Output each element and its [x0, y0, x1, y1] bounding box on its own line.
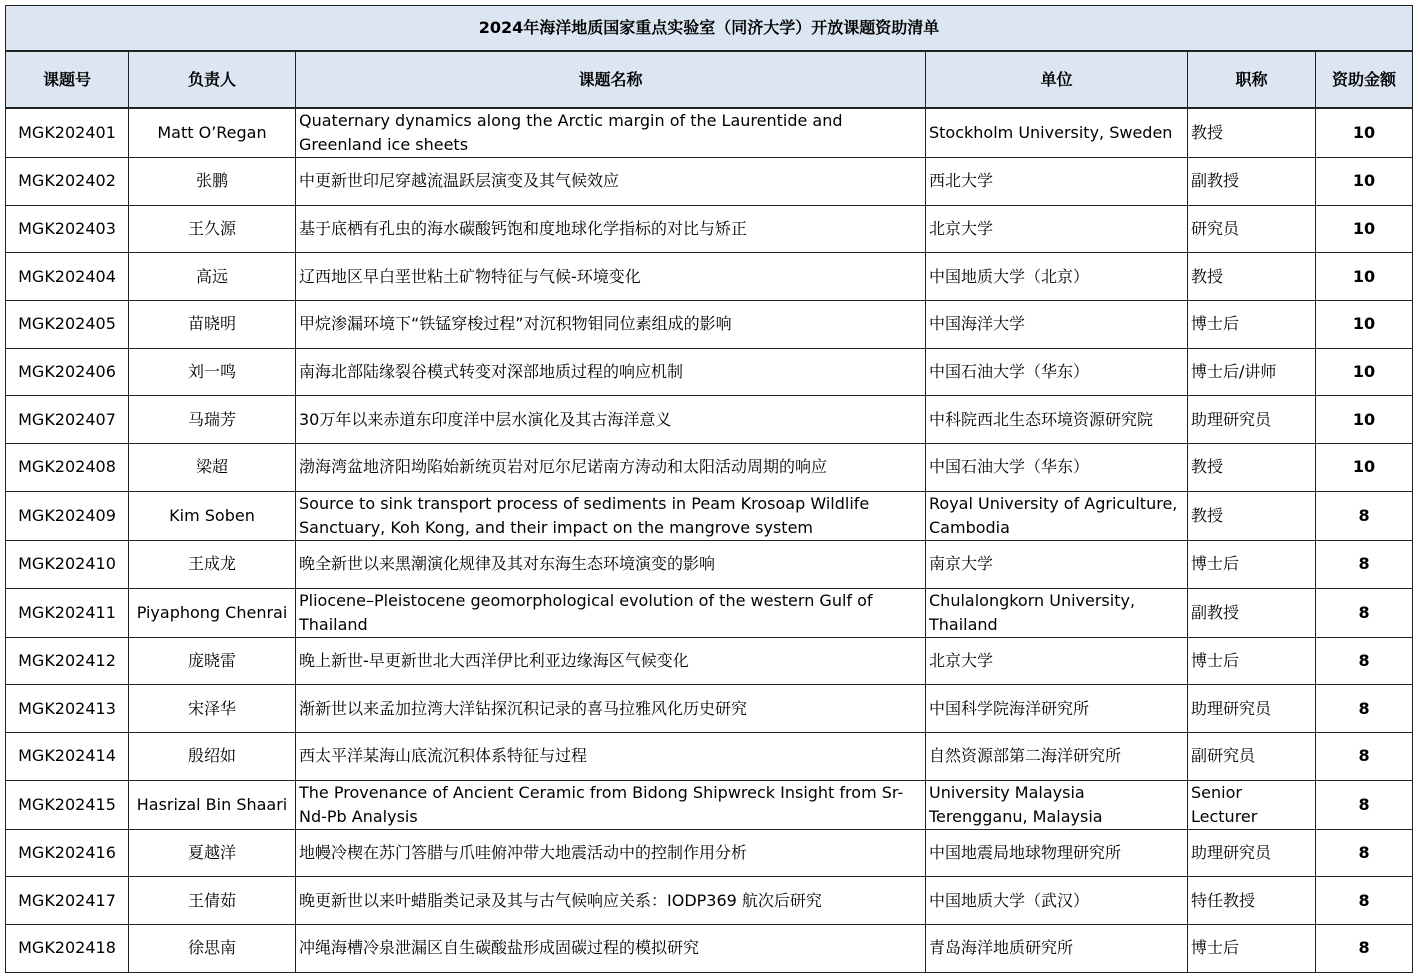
cell-code: MGK202411 [6, 588, 129, 637]
cell-person: 殷绍如 [129, 732, 296, 780]
cell-topic: 甲烷渗漏环境下“铁锰穿梭过程”对沉积物钼同位素组成的影响 [296, 301, 926, 349]
cell-topic: 渐新世以来孟加拉湾大洋钻探沉积记录的喜马拉雅风化历史研究 [296, 685, 926, 733]
cell-amount: 8 [1316, 732, 1413, 780]
cell-unit: 中国石油大学（华东） [926, 348, 1188, 396]
cell-person: Kim Soben [129, 491, 296, 540]
cell-amount: 8 [1316, 540, 1413, 588]
table-row [6, 396, 1413, 444]
cell-person: 徐思南 [129, 924, 296, 972]
cell-code: MGK202403 [6, 205, 129, 253]
cell-unit: 中国地震局地球物理研究所 [926, 829, 1188, 877]
header-title: 职称 [1188, 51, 1316, 108]
cell-code: MGK202406 [6, 348, 129, 396]
cell-title: 助理研究员 [1188, 829, 1316, 877]
cell-person: 宋泽华 [129, 685, 296, 733]
cell-amount: 10 [1316, 301, 1413, 349]
cell-unit: 自然资源部第二海洋研究所 [926, 732, 1188, 780]
cell-code: MGK202407 [6, 396, 129, 444]
cell-person: Hasrizal Bin Shaari [129, 780, 296, 829]
cell-person: 刘一鸣 [129, 348, 296, 396]
cell-code: MGK202402 [6, 158, 129, 206]
cell-person: 高远 [129, 253, 296, 301]
cell-amount: 10 [1316, 108, 1413, 158]
cell-unit: 南京大学 [926, 540, 1188, 588]
cell-amount: 8 [1316, 637, 1413, 685]
cell-unit: 中国科学院海洋研究所 [926, 685, 1188, 733]
cell-person: Piyaphong Chenrai [129, 588, 296, 637]
cell-amount: 8 [1316, 924, 1413, 972]
table-row [6, 540, 1413, 588]
cell-amount: 10 [1316, 158, 1413, 206]
cell-title: 教授 [1188, 444, 1316, 492]
table-row [6, 637, 1413, 685]
cell-title: 特任教授 [1188, 877, 1316, 925]
cell-topic: 西太平洋某海山底流沉积体系特征与过程 [296, 732, 926, 780]
cell-title: 博士后 [1188, 924, 1316, 972]
table-row [6, 158, 1413, 206]
header-row [6, 51, 1413, 108]
cell-amount: 8 [1316, 588, 1413, 637]
cell-unit: 中科院西北生态环境资源研究院 [926, 396, 1188, 444]
cell-code: MGK202414 [6, 732, 129, 780]
cell-topic: 冲绳海槽冷泉泄漏区自生碳酸盐形成固碳过程的模拟研究 [296, 924, 926, 972]
cell-person: 庞晓雷 [129, 637, 296, 685]
table-row [6, 877, 1413, 925]
table-row [6, 685, 1413, 733]
cell-topic: 渤海湾盆地济阳坳陷始新统页岩对厄尔尼诺南方涛动和太阳活动周期的响应 [296, 444, 926, 492]
cell-topic: Quaternary dynamics along the Arctic margin of the Laurentide and Greenland ice sheets [296, 108, 926, 158]
cell-amount: 10 [1316, 444, 1413, 492]
cell-amount: 8 [1316, 877, 1413, 925]
cell-code: MGK202413 [6, 685, 129, 733]
cell-unit: University Malaysia Terengganu, Malaysia [926, 780, 1188, 829]
cell-topic: 晚上新世-早更新世北大西洋伊比利亚边缘海区气候变化 [296, 637, 926, 685]
cell-topic: 中更新世印尼穿越流温跃层演变及其气候效应 [296, 158, 926, 206]
cell-unit: 中国地质大学（武汉） [926, 877, 1188, 925]
cell-code: MGK202401 [6, 108, 129, 158]
cell-unit: 西北大学 [926, 158, 1188, 206]
cell-person: Matt O’Regan [129, 108, 296, 158]
cell-amount: 10 [1316, 205, 1413, 253]
cell-topic: 南海北部陆缘裂谷模式转变对深部地质过程的响应机制 [296, 348, 926, 396]
cell-person: 王倩茹 [129, 877, 296, 925]
cell-code: MGK202409 [6, 491, 129, 540]
table-row [6, 924, 1413, 972]
cell-unit: 中国石油大学（华东） [926, 444, 1188, 492]
cell-person: 张鹏 [129, 158, 296, 206]
cell-title: 博士后/讲师 [1188, 348, 1316, 396]
cell-code: MGK202415 [6, 780, 129, 829]
cell-person: 苗晓明 [129, 301, 296, 349]
cell-title: 教授 [1188, 108, 1316, 158]
cell-topic: 辽西地区早白垩世粘土矿物特征与气候-环境变化 [296, 253, 926, 301]
cell-title: 助理研究员 [1188, 685, 1316, 733]
cell-person: 夏越洋 [129, 829, 296, 877]
cell-title: 博士后 [1188, 301, 1316, 349]
cell-unit: 中国海洋大学 [926, 301, 1188, 349]
cell-title: 副教授 [1188, 158, 1316, 206]
cell-title: 研究员 [1188, 205, 1316, 253]
cell-amount: 10 [1316, 253, 1413, 301]
table-row [6, 780, 1413, 829]
cell-title: Senior Lecturer [1188, 780, 1316, 829]
cell-topic: 晚全新世以来黑潮演化规律及其对东海生态环境演变的影响 [296, 540, 926, 588]
cell-topic: Pliocene–Pleistocene geomorphological evolution of the western Gulf of Thailand [296, 588, 926, 637]
cell-unit: 北京大学 [926, 637, 1188, 685]
cell-code: MGK202418 [6, 924, 129, 972]
table-row [6, 732, 1413, 780]
table-row [6, 253, 1413, 301]
cell-topic: 地幔冷楔在苏门答腊与爪哇俯冲带大地震活动中的控制作用分析 [296, 829, 926, 877]
cell-unit: 中国地质大学（北京） [926, 253, 1188, 301]
cell-person: 梁超 [129, 444, 296, 492]
header-unit: 单位 [926, 51, 1188, 108]
sheet-title: 2024年海洋地质国家重点实验室（同济大学）开放课题资助清单 [6, 6, 1413, 52]
table-row [6, 348, 1413, 396]
cell-code: MGK202410 [6, 540, 129, 588]
cell-code: MGK202408 [6, 444, 129, 492]
cell-unit: 青岛海洋地质研究所 [926, 924, 1188, 972]
cell-amount: 10 [1316, 348, 1413, 396]
cell-unit: Royal University of Agriculture, Cambodia [926, 491, 1188, 540]
cell-topic: 晚更新世以来叶蜡脂类记录及其与古气候响应关系：IODP369 航次后研究 [296, 877, 926, 925]
cell-amount: 8 [1316, 780, 1413, 829]
cell-title: 博士后 [1188, 637, 1316, 685]
table-row [6, 588, 1413, 637]
table-row [6, 205, 1413, 253]
cell-person: 马瑞芳 [129, 396, 296, 444]
header-code: 课题号 [6, 51, 129, 108]
cell-title: 教授 [1188, 491, 1316, 540]
cell-topic: 基于底栖有孔虫的海水碳酸钙饱和度地球化学指标的对比与矫正 [296, 205, 926, 253]
cell-title: 博士后 [1188, 540, 1316, 588]
cell-unit: Stockholm University, Sweden [926, 108, 1188, 158]
cell-amount: 8 [1316, 829, 1413, 877]
cell-person: 王成龙 [129, 540, 296, 588]
cell-title: 教授 [1188, 253, 1316, 301]
cell-amount: 8 [1316, 491, 1413, 540]
header-amount: 资助金额 [1316, 51, 1413, 108]
cell-unit: 北京大学 [926, 205, 1188, 253]
cell-amount: 8 [1316, 685, 1413, 733]
cell-code: MGK202416 [6, 829, 129, 877]
table-row [6, 108, 1413, 158]
cell-unit: Chulalongkorn University, Thailand [926, 588, 1188, 637]
cell-person: 王久源 [129, 205, 296, 253]
table-row [6, 444, 1413, 492]
table-row [6, 301, 1413, 349]
cell-code: MGK202412 [6, 637, 129, 685]
header-person: 负责人 [129, 51, 296, 108]
cell-topic: Source to sink transport process of sediments in Peam Krosoap Wildlife Sanctuary, Koh Kong, and their impact on the mangrove system [296, 491, 926, 540]
table-row [6, 829, 1413, 877]
header-topic: 课题名称 [296, 51, 926, 108]
cell-topic: 30万年以来赤道东印度洋中层水演化及其古海洋意义 [296, 396, 926, 444]
cell-title: 副研究员 [1188, 732, 1316, 780]
cell-title: 副教授 [1188, 588, 1316, 637]
cell-code: MGK202417 [6, 877, 129, 925]
table-row [6, 491, 1413, 540]
cell-code: MGK202404 [6, 253, 129, 301]
cell-code: MGK202405 [6, 301, 129, 349]
cell-title: 助理研究员 [1188, 396, 1316, 444]
funding-table [5, 5, 1413, 973]
cell-topic: The Provenance of Ancient Ceramic from Bidong Shipwreck Insight from Sr-Nd-Pb Analysis [296, 780, 926, 829]
cell-amount: 10 [1316, 396, 1413, 444]
